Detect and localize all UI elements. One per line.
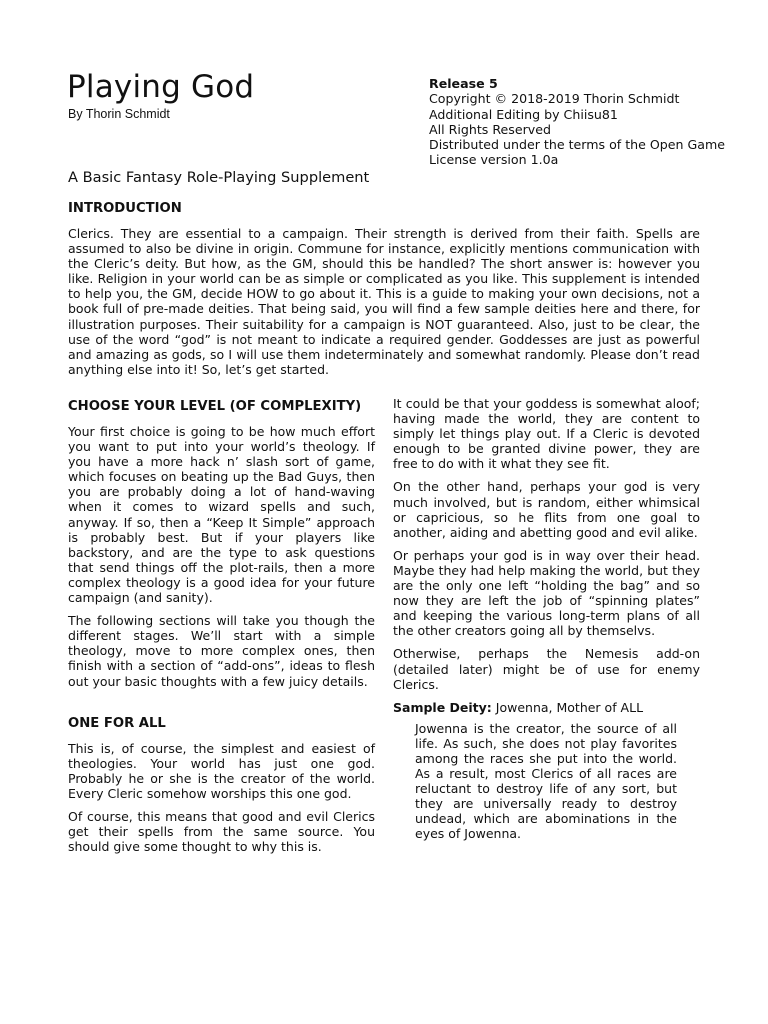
- sample-deity-description: Jowenna is the creator, the source of all life. As such, she does not play favorites among the races she put into the world. As a result, most Clerics of all races are reluctant to destroy life of any sort, but they are universally ready to destroy undead, which are abominations in the eyes of Jowenna.: [415, 720, 677, 842]
- sample-deity-name: Jowenna, Mother of ALL: [495, 699, 644, 715]
- paragraph: On the other hand, perhaps your god is very much involved, but is random, either whimsical or capricious, so he flits from one goal to another, aiding and abetting good and evil alike.: [393, 479, 700, 540]
- release-title: Release 5: [429, 76, 498, 91]
- sample-deity-label: Sample Deity:: [393, 699, 492, 715]
- paragraph: Otherwise, perhaps the Nemesis add-on (detailed later) might be of use for enemy Clerics.: [393, 646, 700, 692]
- section-heading-one-for-all: ONE FOR ALL: [68, 715, 166, 731]
- introduction-text: Clerics. They are essential to a campaign. Their strength is derived from their faith. Spells are assumed to also be divine in origin. Commune for instance, explicitly mentions communication with the Cleric’s deity. But how, as the GM, should this be handled? The short answer is: however you like. Religion in your world can be as simple or complicated as you like. This supplement is intended to help you, the GM, decide HOW to go about it. This is a guide to making your own decisions, not a book full of pre-made deities. That being said, you will find a few sample deities here and there, for illustration purposes. Their suitability for a campaign is NOT guaranteed. Also, just to be clear, the use of the word “god” is not meant to indicate a required gender. Goddesses are just as powerful and amazing as gods, so I will use them indeterminately and somewhat randomly. Please don’t read anything else into it! So, let’s get started.: [68, 226, 700, 377]
- left-column: [68, 396, 375, 862]
- copyright-line: Copyright © 2018-2019 Thorin Schmidt: [429, 91, 680, 107]
- rights-line: All Rights Reserved: [429, 121, 551, 137]
- paragraph: The following sections will take you though the different stages. We’ll start with a simple theology, move to more complex ones, then finish with a section of “add-ons”, ideas to flesh out your basic thoughts with a few juicy details.: [68, 613, 375, 689]
- section-heading-choose-level: CHOOSE YOUR LEVEL (OF COMPLEXITY): [68, 399, 362, 414]
- document-subtitle: A Basic Fantasy Role-Playing Supplement: [68, 169, 370, 186]
- sample-deity-line: [393, 700, 700, 715]
- introduction-heading: INTRODUCTION: [68, 201, 182, 216]
- editing-credit: Additional Editing by Chiisu81: [429, 106, 618, 122]
- right-column: [393, 396, 700, 850]
- license-line: Distributed under the terms of the Open Game License version 1.0a: [429, 137, 726, 168]
- document-title: Playing God: [67, 69, 255, 105]
- paragraph: Or perhaps your god is in way over their head. Maybe they had help making the world, but they are the only one left “holding the bag” and so now they are left the job of “spinning plates” and keeping the various long-term plans of all the other creators going all by themselvs.: [393, 547, 700, 639]
- release-info: [429, 76, 729, 168]
- author-byline: By Thorin Schmidt: [68, 107, 170, 121]
- paragraph: Your first choice is going to be how much effort you want to put into your world’s theology. If you have a more hack n’ slash sort of game, which focuses on beating up the Bad Guys, then you are probably doing a lot of hand-waving when it comes to wizard spells and such, anyway. If so, then a “Keep It Simple” approach is probably best. But if your players like backstory, and are the type to ask questions that send things off the plot-rails, then a more complex theology is a good idea for your future campaign (and sanity).: [68, 424, 375, 606]
- paragraph: This is, of course, the simplest and easiest of theologies. Your world has just one god. Probably he or she is the creator of the world. Every Cleric somehow worships this one god.: [68, 740, 375, 801]
- paragraph: Of course, this means that good and evil Clerics get their spells from the same source. You should give some thought to why this is.: [68, 808, 375, 855]
- paragraph: It could be that your goddess is somewhat aloof; having made the world, they are content to simply let things play out. If a Cleric is devoted enough to be granted divine power, they are free to do with it what they see fit.: [393, 396, 700, 472]
